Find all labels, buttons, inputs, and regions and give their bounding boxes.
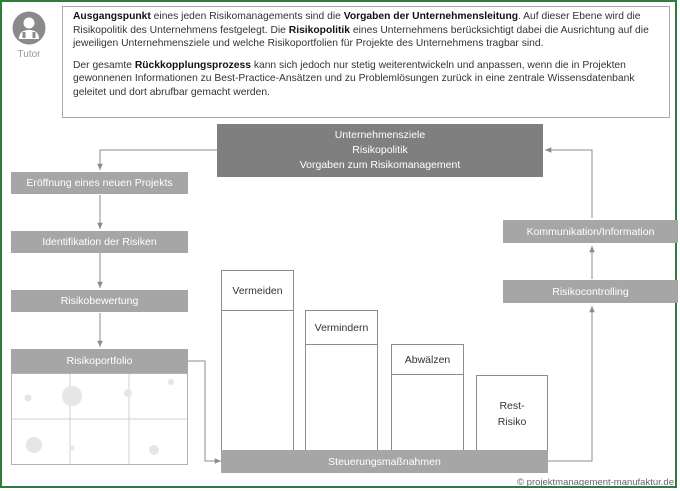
tutor-label: Tutor <box>17 49 41 60</box>
arrow-communication-to-top <box>545 150 592 218</box>
measure-label-avoid: Vermeiden <box>222 271 293 311</box>
intro-paragraph-2: Der gesamte Rückkopplungsprozess kann sich jedoch nur stetig weiterentwickeln und anpassen, wenn die in Projekten gewonnenen Informationen zu Best-Practice-Ansätzen und zu Problemlösungen zurück in eine zentrale Wissensdatenbank geleitet und dort abrufbar gemacht werden. <box>73 59 635 98</box>
portfolio-bubbles <box>12 374 187 464</box>
portfolio-bubble <box>70 446 75 451</box>
measure-column-reduce <box>305 310 378 451</box>
measure-label-transfer: Abwälzen <box>392 345 463 375</box>
step-risk-identification: Identifikation der Risiken <box>11 231 188 253</box>
intro-paragraph-1: Ausgangspunkt eines jeden Risikomanagements sind die Vorgaben der Unternehmensleitung. Auf dieser Ebene wird die Risikopolitik des Unternehmens festgelegt. Die Risikopolitik eines Unternehmens berücksichtigt dabei die Ausrichtung auf die jeweiligen Unternehmensziele und welche Risikoportfolien für Projekte des Unternehmens tragbar sind. <box>73 11 649 50</box>
measure-label-residual-risk: Rest- Risiko <box>497 399 527 428</box>
portfolio-bubble <box>149 445 159 455</box>
portfolio-bubble <box>62 386 82 406</box>
measure-label-reduce: Vermindern <box>306 311 377 345</box>
measure-column-avoid <box>221 270 294 451</box>
measure-column-residual-risk <box>476 375 548 451</box>
portfolio-bubble <box>168 379 174 385</box>
strategy-line-guidelines: Vorgaben zum Risikomanagement <box>299 159 461 171</box>
step-risk-portfolio: Risikoportfolio <box>11 349 188 373</box>
portfolio-bubble <box>25 395 32 402</box>
strategy-box <box>217 124 543 177</box>
strategy-line-goals: Unternehmensziele <box>334 129 426 141</box>
arrow-measures-to-controlling <box>548 306 592 461</box>
strategy-line-policy: Risikopolitik <box>352 144 408 156</box>
measure-column-transfer <box>391 344 464 451</box>
copyright-notice: © projektmanagement-manufaktur.de <box>517 477 674 488</box>
arrow-top-to-start <box>100 150 217 170</box>
step-risk-controlling: Risikocontrolling <box>503 280 678 303</box>
step-communication: Kommunikation/Information <box>503 220 678 243</box>
arrow-portfolio-to-measures <box>188 361 221 461</box>
steering-measures-bar: Steuerungsmaßnahmen <box>221 450 548 473</box>
portfolio-bubble <box>124 389 132 397</box>
step-project-start: Eröffnung eines neuen Projekts <box>11 172 188 194</box>
step-risk-assessment: Risikobewertung <box>11 290 188 312</box>
portfolio-bubble <box>26 437 42 453</box>
risk-portfolio-matrix <box>11 373 188 465</box>
